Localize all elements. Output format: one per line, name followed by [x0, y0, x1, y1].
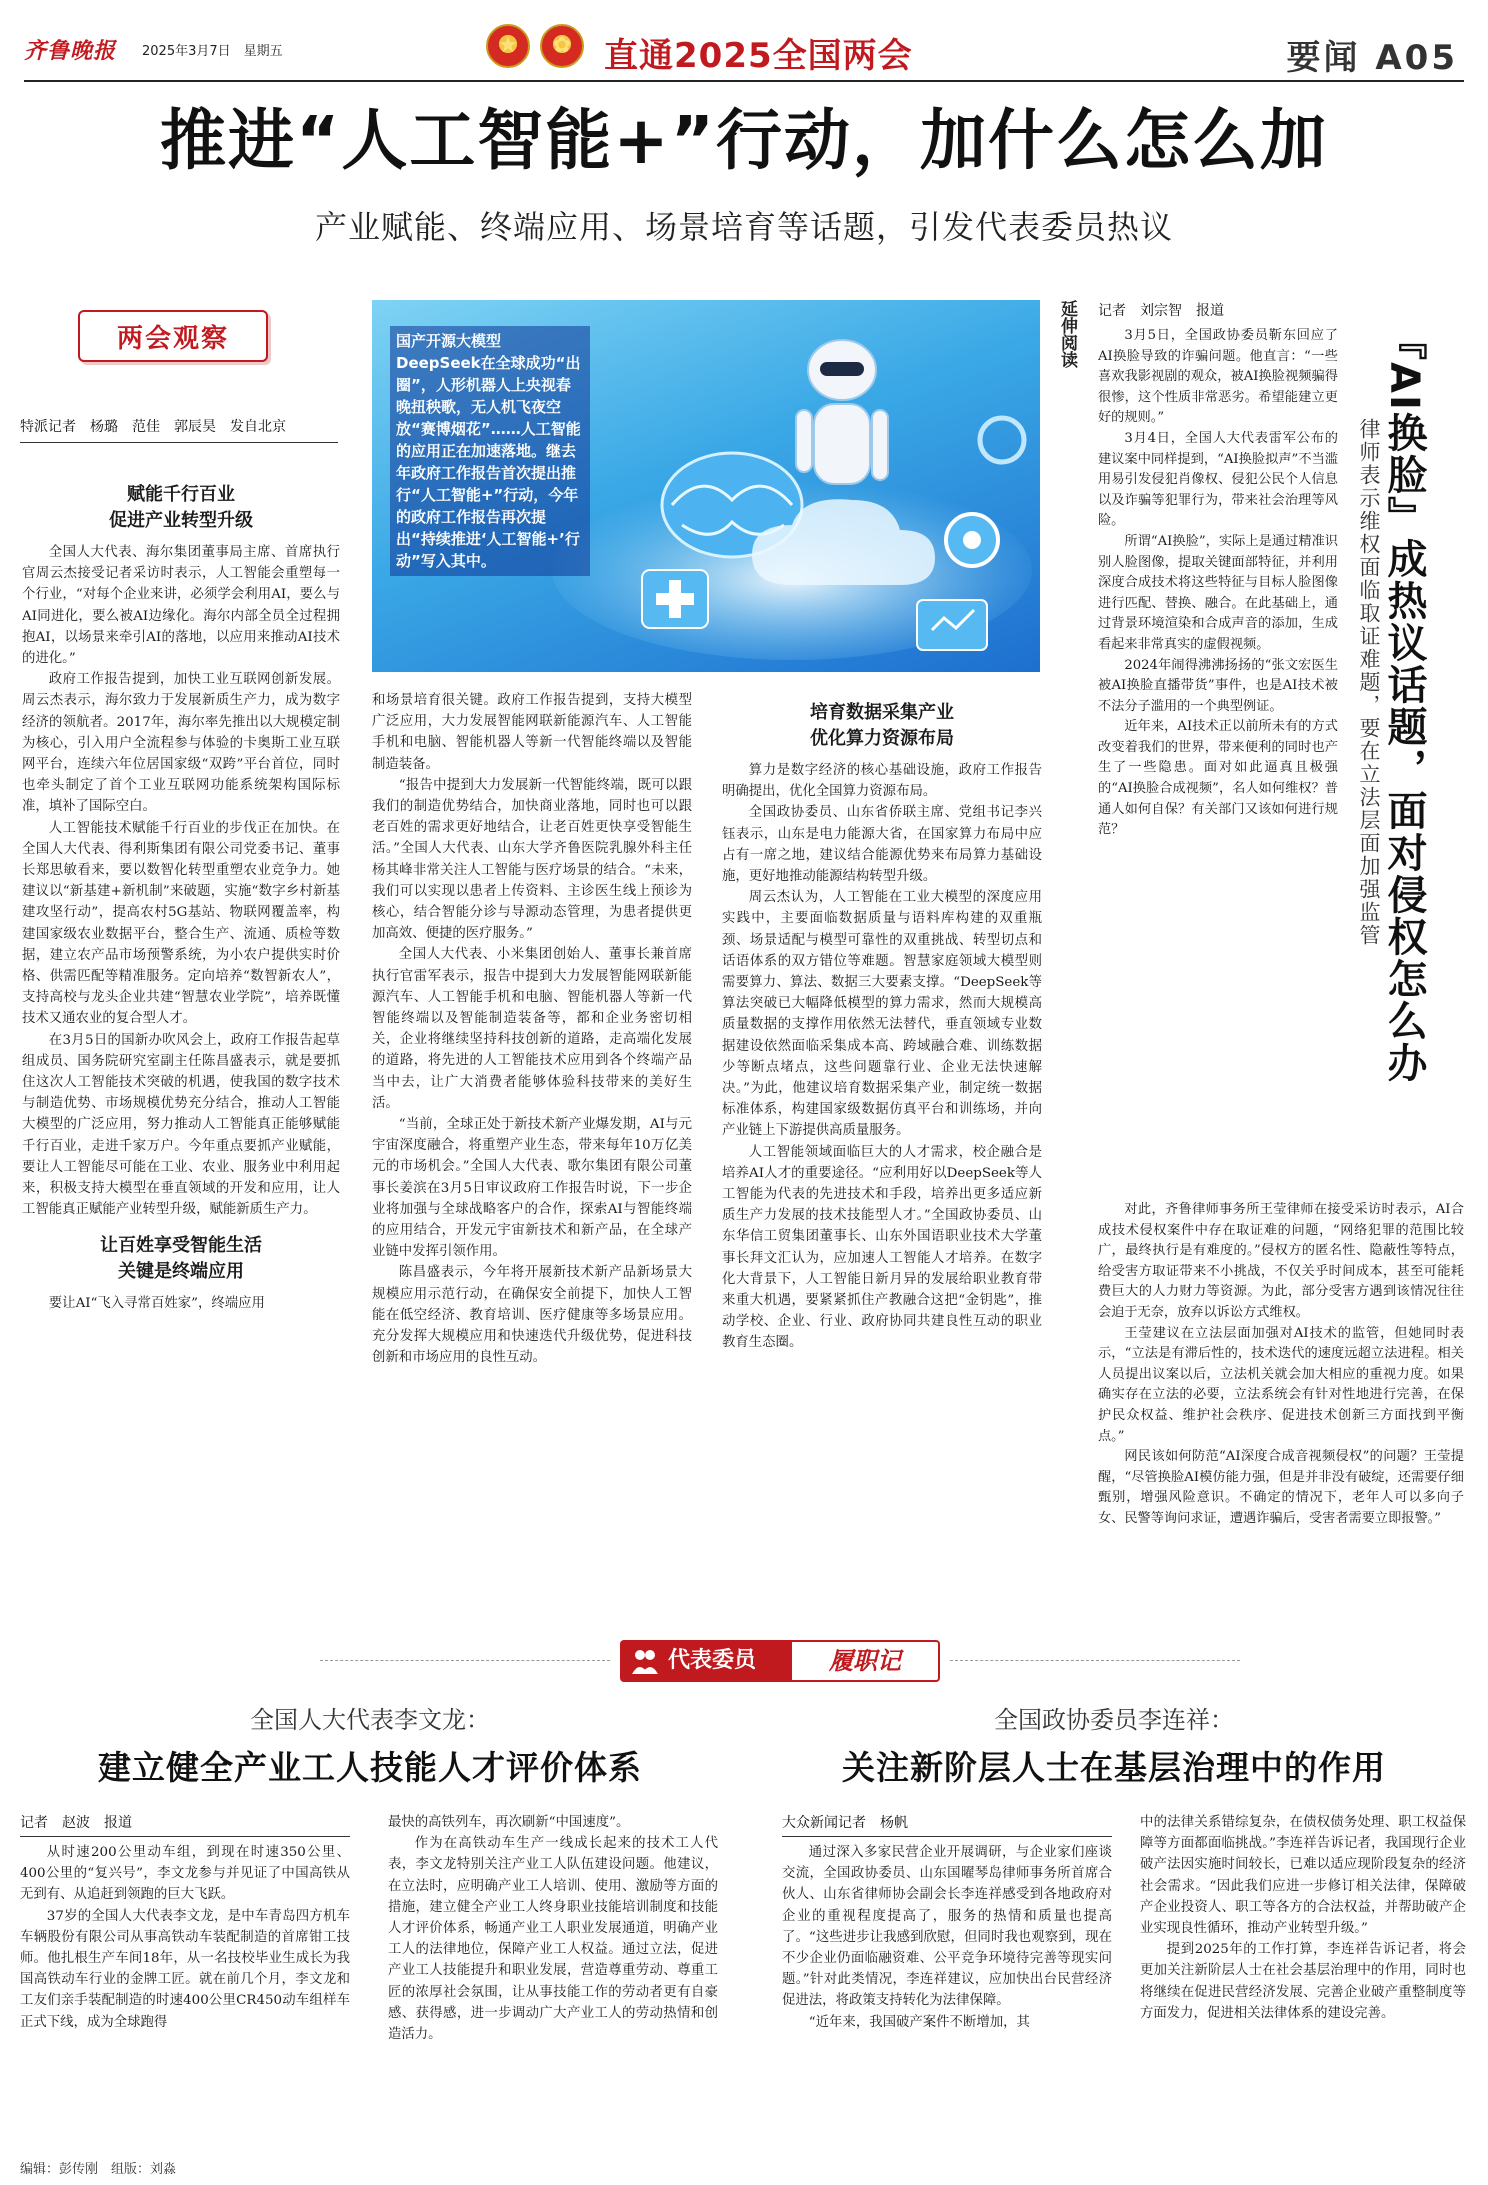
side-column-a	[1098, 326, 1338, 1196]
bottom-left-kicker: 全国人大代表李文龙：	[250, 1706, 490, 1734]
article-column-2	[372, 690, 692, 1610]
sidebar-tag: 延伸阅读	[1057, 300, 1077, 368]
side-column-b	[1098, 1200, 1464, 1612]
paragraph: 提到2025年的工作打算，李连祥告诉记者，将会更加关注新阶层人士在社会基层治理中的作用，同时也将继续在促进民营经济发展、完善企业破产重整制度等方面发力，促进相关法律体系的建设完善。	[1140, 1942, 1466, 2021]
bottom-left-column-1	[20, 1842, 350, 2142]
paragraph: 3月5日，全国政协委员靳东回应了AI换脸导致的诈骗问题。他直言：“一些喜欢我影视剧的观众，被AI换脸视频骗得很惨，这个性质非常恶劣。希望能建立更好的规则。”	[1098, 328, 1338, 426]
paragraph: “近年来，我国破产案件不断增加，其	[808, 2014, 1030, 2030]
paragraph: 全国人大代表、海尔集团董事局主席、首席执行官周云杰接受记者采访时表示，人工智能会重塑每一个行业，“对每个企业来讲，必须学会利用AI，要么与AI同进化，要么被AI边缘化。海尔内部全员全过程拥抱AI，以场景来牵引AI的落地，以应用来推动AI技术的进化。”	[22, 545, 340, 667]
bottom-right-column-2	[1140, 1812, 1466, 2142]
paragraph: 人工智能技术赋能千行百业的步伐正在加快。在全国人大代表、得利斯集团有限公司党委书记、董事长郑思敏看来，要以数智化转型重塑农业竞争力。她建议以“新基建+新机制”来破题，实施“数字乡村新基建攻坚行动”，提高农村5G基站、物联网覆盖率，构建国家级农业数据平台，整合生产、流通、质检等数据，建立农产品市场预警系统，为小农户提供实时价格、供需匹配等精准服务。定向培养“数智新农人”，支持高校与龙头企业共建“智慧农业学院”，培养既懂技术又通农业的复合型人才。	[22, 820, 340, 1027]
reporters-byline: 特派记者 杨璐 范佳 郭辰昊 发自北京	[20, 416, 338, 443]
main-headline: 推进“人工智能+”行动，加什么怎么加	[159, 102, 1329, 179]
paragraph: 作为在高铁动车生产一线成长起来的技术工人代表，李文龙特别关注产业工人队伍建设问题。他建议，在立法时，应明确产业工人培训、使用、激励等方面的措施，建立健全产业工人终身职业技能培训制度和技能人才评价体系，畅通产业工人职业发展通道，明确产业工人的法律地位，保障产业工人权益。通过立法，促进产业工人技能提升和职业发展，营造尊重劳动、尊重工匠的浓厚社会氛围，让从事技能工作的劳动者更有自豪感、获得感，进一步调动广大产业工人的劳动热情和创造活力。	[388, 1836, 718, 2043]
paragraph: 对此，齐鲁律师事务所王莹律师在接受采访时表示，AI合成技术侵权案件中存在取证难的问题，“网络犯罪的范围比较广，最终执行是有难度的。”侵权方的匿名性、隐蔽性等特点，给受害方取证带来不小挑战，不仅关乎时间成本，甚至可能耗费巨大的人力财力等资源。为此，部分受害方遇到该情况往往会迫于无奈，放弃以诉讼方式维权。	[1098, 1202, 1464, 1320]
paragraph: 王莹建议在立法层面加强对AI技术的监管，但她同时表示，“立法是有滞后性的，技术迭代的速度远超立法进程。相关人员提出议案以后，立法机关就会加大相应的重视力度。如果确实存在立法的必要，立法系统会有针对性地进行完善，在保护民众权益、维护社会秩序、促进技术创新三方面找到平衡点。”	[1098, 1325, 1464, 1444]
divider-line-right	[950, 1660, 1240, 1661]
column-1-subhead-2: 让百姓享受智能生活 关键是终端应用	[100, 1234, 262, 1282]
section-label: 要闻 A05	[1286, 38, 1458, 78]
bottom-right-column-1	[782, 1842, 1112, 2142]
paragraph: 在3月5日的国新办吹风会上，政府工作报告起草组成员、国务院研究室副主任陈昌盛表示，就是要抓住这次人工智能技术突破的机遇，使我国的数字技术与制造优势、市场规模优势充分结合，推动人工智能大模型的广泛应用，努力推动人工智能真正能够赋能千行百业，走进千家万户。今年重点要抓产业赋能，要让人工智能尽可能在工业、农业、服务业中利用起来，积极支持大模型在垂直领域的开发和应用，让人工智能真正赋能产业转型升级，赋能新质生产力。	[22, 1032, 340, 1218]
paragraph: 人工智能领域面临巨大的人才需求，校企融合是培养AI人才的重要途径。“应利用好以DeepSeek等人工智能为代表的先进技术和手段，培养出更多适应新质生产力发展的技术技能型人才。”全国政协委员、山东华信工贸集团董事长、山东外国语职业技术大学董事长拜文汇认为，应加速人工智能人才培养。在数字化大背景下，人工智能日新月异的发展给职业教育带来重大机遇，要紧紧抓住产教融合这把“金钥匙”，推动学校、企业、行业、政府协同共建良性互动的职业教育生态圈。	[722, 1144, 1042, 1351]
paragraph: 要让AI“飞入寻常百姓家”，终端应用	[48, 1295, 265, 1311]
deputies-badge-right: 履职记	[790, 1640, 940, 1682]
paragraph: 从时速200公里动车组，到现在时速350公里、400公里的“复兴号”，李文龙参与并见证了中国高铁从无到有、从追赶到领跑的巨大飞跃。	[20, 1845, 350, 1903]
side-headline: 『AI换脸』成热议话题，面对侵权怎么办	[1381, 320, 1427, 1084]
bottom-left-column-2	[388, 1812, 718, 2142]
national-emblem-icon: ★	[486, 24, 530, 68]
side-deck: 律师表示维权面临取证难题，要在立法层面加强监管	[1357, 418, 1381, 947]
column-3-subhead: 培育数据采集产业 优化算力资源布局	[810, 702, 954, 749]
paragraph: “当前，全球正处于新技术新产业爆发期，AI与元宇宙深度融合，将重塑产业生态，带来每年10万亿美元的市场机会。”全国人大代表、歌尔集团有限公司董事长姜滨在3月5日审议政府工作报告时说，下一步企业将加强与全球战略客户的合作，探索AI与智能终端的应用结合，开发元宇宙新技术和新产品，在全球产业链中发挥引领作用。	[372, 1117, 692, 1260]
topic-banner: 直通2025全国两会	[604, 36, 913, 76]
paragraph: 近年来，AI技术正以前所未有的方式改变着我们的世界，带来便利的同时也产生了一些隐患。面对如此逼真且极强的“AI换脸合成视频”，名人如何维权？普通人如何自保？有关部门又该如何进行规范？	[1098, 719, 1338, 838]
masthead	[24, 22, 1464, 82]
bottom-left-byline: 记者 赵波 报道	[20, 1812, 350, 1837]
column-1-subhead-1: 赋能千行百业 促进产业转型升级	[109, 484, 253, 531]
divider-line-left	[320, 1660, 610, 1661]
side-byline: 记者 刘宗智 报道	[1098, 303, 1224, 319]
people-icon	[630, 1646, 660, 1676]
paragraph: 2024年闹得沸沸扬扬的“张文宏医生被AI换脸直播带货”事件，也是AI技术被不法分子滥用的一个典型例证。	[1098, 657, 1338, 714]
bottom-right-byline: 大众新闻记者 杨帆	[782, 1812, 1112, 1837]
deputies-badge-left: 代表委员	[620, 1640, 790, 1682]
paragraph: 3月4日，全国人大代表雷军公布的建议案中同样提到，“AI换脸拟声”不当滥用易引发侵犯肖像权、侵犯公民个人信息以及诈骗等犯罪行为，带来社会治理等风险。	[1098, 430, 1338, 529]
deputies-badge	[620, 1640, 940, 1682]
paragraph: 中的法律关系错综复杂，在债权债务处理、职工权益保障等方面都面临挑战。”李连祥告诉记者，我国现行企业破产法因实施时间较长，已难以适应现阶段复杂的经济社会需求。“因此我们应进一步修订相关法律，保障破产企业投资人、职工等各方的合法权益，并帮助破产企业实现良性循环，推动产业转型升级。”	[1140, 1815, 1466, 1937]
paragraph: 算力是数字经济的核心基础设施，政府工作报告明确提出，优化全国算力资源布局。	[722, 763, 1042, 800]
medical-cross-icon	[642, 570, 708, 628]
gear-icon	[946, 514, 998, 566]
paragraph: 最快的高铁列车，再次刷新“中国速度”。	[388, 1815, 630, 1830]
paragraph: 陈昌盛表示，今年将开展新技术新产品新场景大规模应用示范行动，在确保安全前提下，加快人工智能在低空经济、教育培训、医疗健康等多场景应用。充分发挥大规模应用和快速迭代升级优势，促进科技创新和市场应用的良性互动。	[372, 1265, 692, 1366]
hero-caption: 国产开源大模型DeepSeek在全球成功“出圈”，人形机器人上央视春晚扭秧歌，无人机飞夜空放“赛博烟花”……人工智能的应用正在加速落地。继去年政府工作报告首次提出推行“人工智能+”行动，今年的政府工作报告再次提出“持续推进‘人工智能+’行动”写入其中。	[390, 326, 590, 576]
article-column-1	[22, 470, 340, 1610]
paper-name: 齐鲁晚报	[24, 38, 117, 64]
ring-icon	[980, 418, 1024, 462]
paragraph: 网民该如何防范“AI深度合成音视频侵权”的问题？王莹提醒，“尽管换脸AI模仿能力强，但是并非没有破绽，还需要仔细甄别，增强风险意识。不确定的情况下，老年人可以多向子女、民警等询问求证，遭遇诈骗后，受害者需要立即报警。”	[1098, 1449, 1464, 1526]
bottom-right-title: 关注新阶层人士在基层治理中的作用	[842, 1748, 1386, 1787]
issue-date: 2025年3月7日 星期五	[142, 44, 283, 59]
column-badge	[78, 310, 268, 362]
paragraph: 政府工作报告提到，加快工业互联网创新发展。周云杰表示，海尔致力于发展新质生产力，成为数字经济的领航者。2017年，海尔率先推出以大规模定制为核心，引入用户全流程参与体验的卡奥斯工业互联网平台，连续六年位居国家级“双跨”平台首位，同时也牵头制定了首个工业互联网功能系统架构国际标准，填补了国际空白。	[22, 672, 340, 815]
hero-illustration	[372, 300, 1040, 672]
paragraph: “报告中提到大力发展新一代智能终端，既可以跟我们的制造优势结合，加快商业落地，同时也可以跟老百姓的需求更好地结合，让老百姓更快享受智能生活。”全国人大代表、山东大学齐鲁医院乳腺外科主任杨其峰非常关注人工智能与医疗场景的结合。“未来，我们可以实现以患者上传资料、主诊医生线上预诊为核心，结合智能分诊与导源动态管理，为患者提供更加高效、便捷的医疗服务。”	[372, 777, 692, 942]
editor-credits: 编辑：彭传刚 组版：刘淼	[20, 2162, 177, 2177]
bottom-right-kicker: 全国政协委员李连祥：	[994, 1706, 1234, 1734]
paragraph: 所谓“AI换脸”，实际上是通过精准识别人脸图像，提取关键面部特征，并利用深度合成技术将这些特征与目标人脸图像进行匹配、替换、融合。在此基础上，通过背景环境渲染和合成声音的添加，生成看起来非常真实的虚假视频。	[1098, 533, 1338, 652]
paragraph: 通过深入多家民营企业开展调研，与企业家们座谈交流，全国政协委员、山东国曜琴岛律师事务所首席合伙人、山东省律师协会副会长李连祥感受到各地政府对企业的重视程度提高了，服务的热情和质量也提高了。“这些进步让我感到欣慰，但同时我也观察到，现在不少企业仍面临融资难、公平竞争环境待完善等现实问题。”针对此类情况，李连祥建议，应加快出台民营经济促进法，将政策支持转化为法律保障。	[782, 1845, 1112, 2009]
paragraph: 37岁的全国人大代表李文龙，是中车青岛四方机车车辆股份有限公司从事高铁动车装配制造的首席钳工技师。他扎根生产车间18年，从一名技校毕业生成长为我国高铁动车行业的金牌工匠。就在前几个月，李文龙和工友们亲手装配制造的时速400公里CR450动车组样车正式下线，成为全球跑得	[20, 1908, 350, 2030]
bottom-left-title: 建立健全产业工人技能人才评价体系	[98, 1748, 642, 1787]
main-subheadline: 产业赋能、终端应用、场景培育等话题，引发代表委员热议	[314, 208, 1173, 246]
paragraph: 全国政协委员、山东省侨联主席、党组书记李兴钰表示，山东是电力能源大省，在国家算力布局中应占有一席之地，建议结合能源优势来布局算力基础设施，更好地推动能源结构转型升级。	[722, 805, 1042, 885]
cppcc-emblem-icon: ✿	[540, 24, 584, 68]
paragraph: 全国人大代表、小米集团创始人、董事长兼首席执行官雷军表示，报告中提到大力发展智能网联新能源汽车、人工智能手机和电脑、智能机器人等新一代智能终端以及智能制造装备等，都和企业务密切相关，企业将继续坚持科技创新的道路，走高端化发展的道路，将先进的人工智能技术应用到各个终端产品当中去，让广大消费者能够体验科技带来的美好生活。	[372, 947, 692, 1111]
article-column-3	[722, 700, 1042, 1610]
robot-icon	[796, 340, 888, 484]
paragraph: 周云杰认为，人工智能在工业大模型的深度应用实践中，主要面临数据质量与语料库构建的双重瓶颈、场景适配与模型可靠性的双重挑战、转型切点和话语体系的双方错位等难题。智慧家庭领域大模型则需要算力、算法、数据三大要素支撑。“DeepSeek等算法突破已大幅降低模型的算力需求，然而大规模高质量数据的支撑作用依然无法替代，垂直领域专业数据建设依然面临采集成本高、跨域融合难、训练数据少等断点堵点，这些问题靠行业、企业无法快速解决。”为此，他建议培育数据采集产业，制定统一数据标准体系，构建国家级数据仿真平台和训练场，并向产业链上下游提供高质量服务。	[722, 890, 1042, 1139]
column-badge-text: 两会观察	[116, 324, 229, 354]
paragraph: 和场景培育很关键。政府工作报告提到，支持大模型广泛应用，大力发展智能网联新能源汽车、人工智能手机和电脑、智能机器人等新一代智能终端以及智能制造装备。	[372, 693, 692, 772]
